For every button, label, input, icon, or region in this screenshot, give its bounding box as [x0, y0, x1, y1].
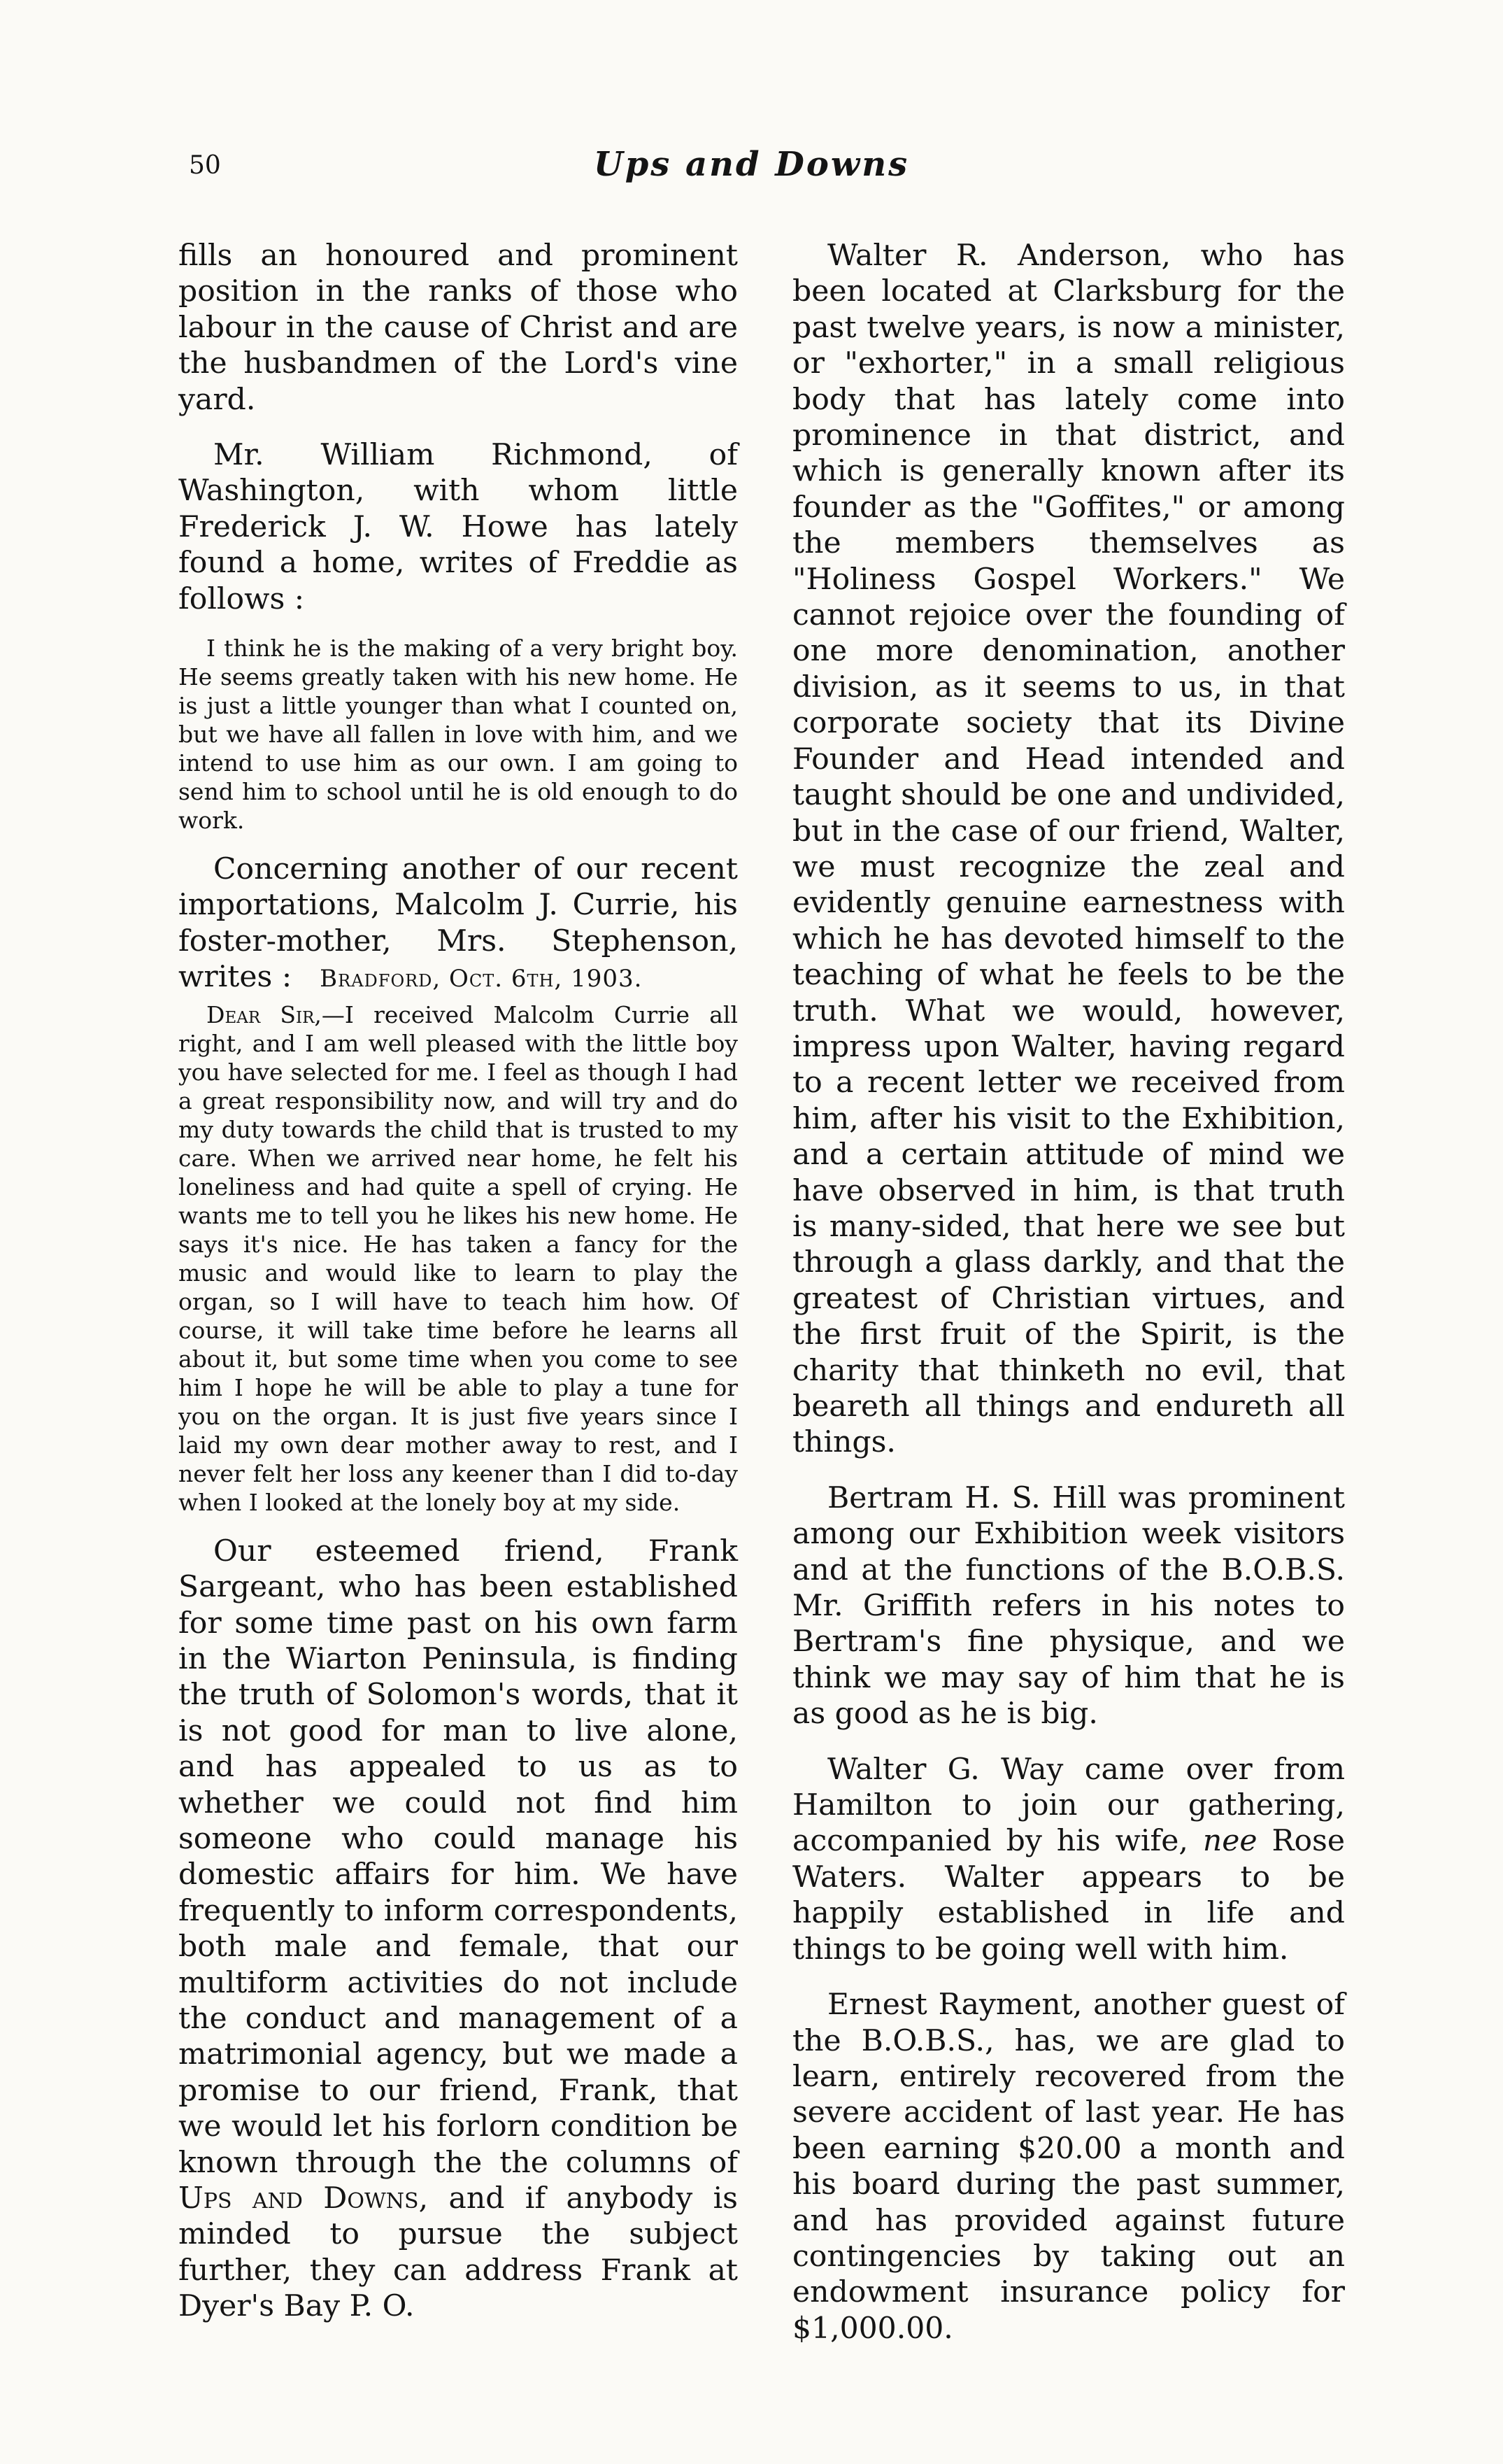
way-text-b: Rose Waters. Walter appears to be happily established in life and things to be going well with him.	[792, 1824, 1346, 1967]
letter-stephenson-body: —I received Malcolm Currie all right, and I am well pleased with the little boy you have selected for me. I feel as though I had a great responsibility now, and will try and do my duty towards the child that is trusted to my care. When we arrived near home, he felt his loneliness and had quite a spell of crying. He wants me to tell you he likes his new home. He says it's nice. He has taken a fancy for the music and would like to learn to play the organ, so I will have to teach him how. Of course, it will take time before he learns all about it, but some time when you come to see him I hope he will be able to play a tune for you on the organ. It is just five years since I laid my own dear mother away to rest, and I never felt her loss any keener than I did to-day when I looked at the lonely boy at my side.	[178, 1000, 738, 1516]
letter-richmond-text: I think he is the making of a very bright boy. He seems greatly taken with his new home. He is just a little younger than what I counted on, but we have all fallen in love with him, and we intend to use him as our own. I am going to send him to school until he is old enough to do work.	[178, 635, 738, 835]
letter-salutation: Dear Sir,	[206, 1000, 322, 1028]
way-text-a: Walter G. Way came over from Hamilton to join our gathering, accompanied by his wife,	[792, 1752, 1345, 1859]
paragraph-hill: Bertram H. S. Hill was prominent among our Exhibition week visitors and at the functions of the B.O.B.S. Mr. Griffith refers in his notes to Bertram's fine physique, and we think we may say of him that he is as good as he is big.	[792, 1480, 1345, 1732]
paragraph-anderson: Walter R. Anderson, who has been located at Clarksburg for the past twelve years, is now a minister, or "exhorter," in a small religious body that has lately come into prominence in that district, and which is generally known after its founder as the "Goffites," or among the members themselves as "Holiness Gospel Workers." We cannot rejoice over the founding of one more denomination, another division, as it seems to us, in that corporate society that its Divine Founder and Head intended and taught should be one and undivided, but in the case of our friend, Walter, we must recognize the zeal and evidently genuine earnestness with which he has devoted himself to the teaching of what he feels to be the truth. What we would, however, impress upon Walter, having regard to a recent letter we received from him, after his visit to the Exhibition, and a certain attitude of mind we have observed in him, is that truth is many-sided, that here we see but through a glass darkly, and that the greatest of Christian virtues, and the first fruit of the Spirit, is the charity that thinketh no evil, that beareth all things and endureth all things.	[792, 239, 1345, 1460]
letter-stephenson	[178, 1000, 738, 1517]
letter-richmond	[178, 634, 738, 835]
paragraph-sargeant	[178, 1534, 738, 2325]
left-column	[178, 238, 738, 2325]
nee-word: nee	[1202, 1824, 1258, 1859]
sargeant-text-a: Our esteemed friend, Frank Sargeant, who has been established for some time past on his own farm in the Wiarton Peninsula, is finding the truth of Solomon's words, that it is not good for man to live alone, and has appealed to us as to whether we could not find him someone who could manage his domestic affairs for him. We have frequently to inform correspondents, both male and female, that our multiform activities do not include the conduct and management of a matrimonial agency, but we made a promise to our friend, Frank, that we would let his forlorn condition be known through the the columns of	[178, 1534, 738, 2180]
paragraph-richmond: Mr. William Richmond, of Washington, with whom little Frederick J. W. Howe has lately found a home, writes of Freddie as follows :	[178, 438, 738, 616]
paragraph-continuation: fills an honoured and prominent position in the ranks of those who labour in the cause of Christ and are the husbandmen of the Lord's vine yard.	[178, 239, 738, 417]
currie-intro-text: Concerning another of our recent importations, Malcolm J. Currie, his foster-mother, Mrs. Stephenson, writes :	[178, 852, 738, 995]
running-title: Ups and Downs	[593, 145, 910, 184]
paragraph-currie-intro	[178, 851, 738, 998]
letter-dateline: Bradford, Oct. 6th, 1903.	[320, 965, 643, 993]
right-column	[792, 238, 1345, 2346]
page-header	[0, 143, 1503, 192]
page-number: 50	[189, 151, 221, 180]
sargeant-text-b: , and if anybody is minded to pursue the subject further, they can address Frank at Dyer's Bay P. O.	[178, 2181, 738, 2324]
magazine-name: Ups and Downs	[178, 2181, 419, 2216]
paragraph-way	[792, 1752, 1345, 1967]
letter-stephenson-text	[178, 1000, 738, 1517]
paragraph-rayment: Ernest Rayment, another guest of the B.O.B.S., has, we are glad to learn, entirely recovered from the severe accident of last year. He has been earning $20.00 a month and his board during the past summer, and has provided against future contingencies by taking out an endowment insurance policy for $1,000.00.	[792, 1988, 1345, 2346]
